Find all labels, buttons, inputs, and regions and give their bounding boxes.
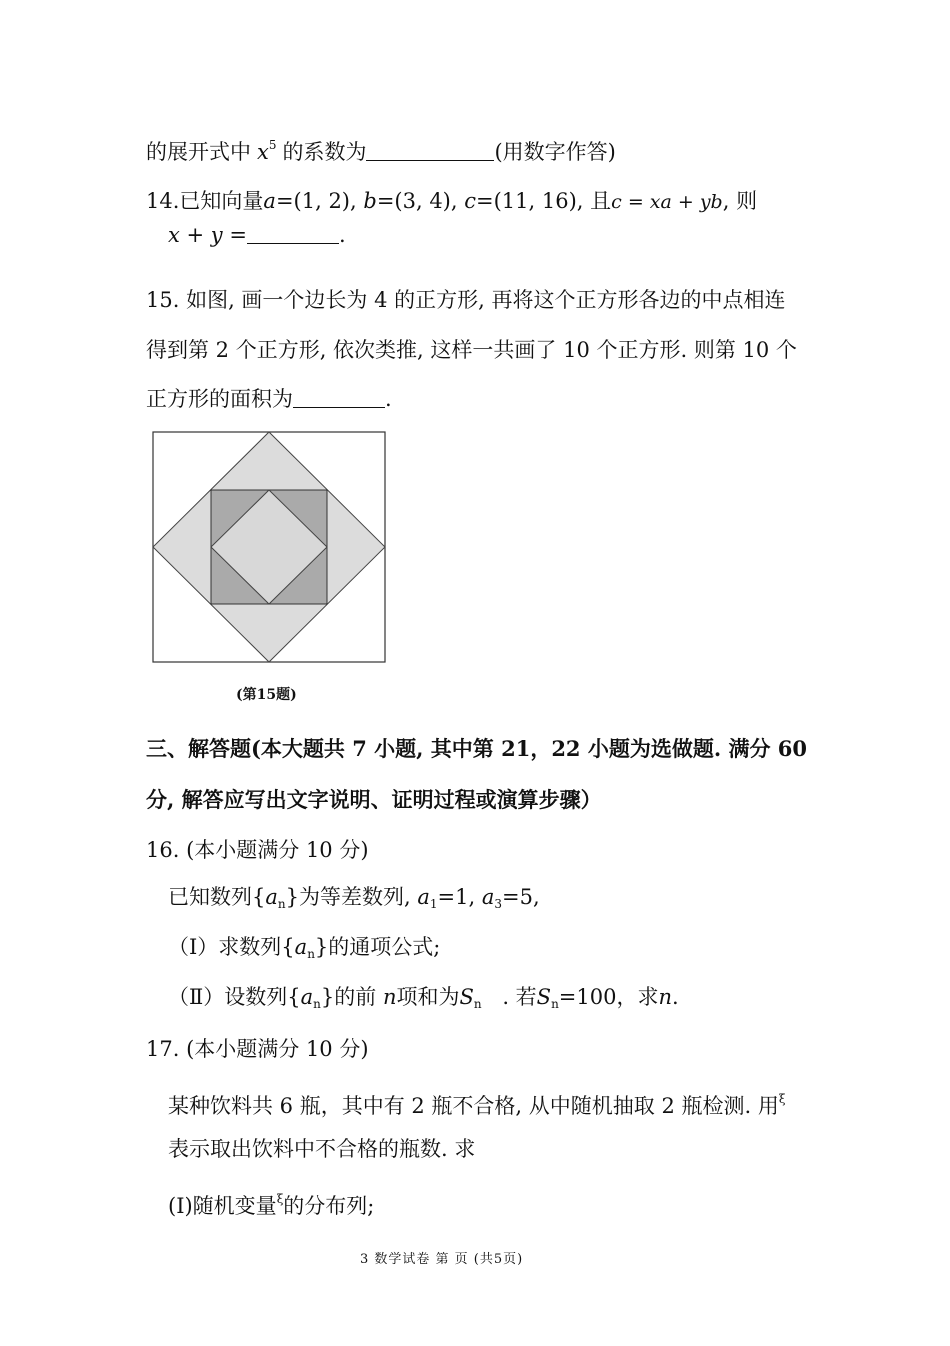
- subscript-n: n: [277, 897, 286, 911]
- q15-line3: [146, 384, 392, 414]
- text: 已知向量: [179, 189, 264, 213]
- var-a: a: [294, 935, 308, 959]
- subscript-n: n: [313, 997, 321, 1011]
- var-n: n: [658, 985, 673, 1009]
- q17-heading: 17. (本小题满分 10 分): [146, 1037, 369, 1061]
- text: .: [385, 387, 392, 411]
- var-xi: ξ: [778, 1092, 786, 1106]
- section-heading-line1: 三、解答题(本大题共 7 小题, 其中第 21，22 小题为选做题. 满分 60: [146, 736, 808, 761]
- subscript-n: n: [551, 997, 559, 1011]
- page-footer: 3 数学试卷 第 页 (共5页): [360, 1252, 524, 1267]
- text: =(11, 16): [476, 189, 577, 213]
- q17-line1: [168, 1084, 785, 1121]
- var-S: S: [459, 985, 474, 1009]
- text: =100，求: [558, 985, 659, 1009]
- text: 某种饮料共 6 瓶，其中有 2 瓶不合格, 从中随机抽取 2 瓶检测. 用: [168, 1094, 779, 1118]
- text: =(1, 2): [275, 189, 350, 213]
- text: 已知数列{: [168, 885, 266, 909]
- q16-part1: [168, 932, 440, 969]
- var-n: n: [382, 985, 397, 1009]
- var-a: a: [481, 885, 495, 909]
- text: .: [672, 985, 679, 1009]
- text: (Ⅰ)随机变量: [168, 1194, 277, 1218]
- answer-blank[interactable]: [247, 221, 339, 244]
- equation: x + y =: [168, 223, 247, 247]
- var-S: S: [536, 985, 552, 1009]
- answer-blank[interactable]: [366, 138, 494, 161]
- text: 的展开式中: [146, 140, 251, 164]
- text: （Ⅰ）求数列{: [168, 935, 295, 959]
- text: }的通项公式;: [314, 935, 441, 959]
- text: =(3, 4): [376, 189, 451, 213]
- q17-part1: [168, 1184, 374, 1221]
- vec-a: a: [263, 189, 276, 213]
- question-number: 14.: [146, 189, 180, 213]
- q15-line2: 得到第 2 个正方形, 依次类推, 这样一共画了 10 个正方形. 则第 10 个: [146, 338, 797, 362]
- section-heading-line2: 分, 解答应写出文字说明、证明过程或演算步骤）: [146, 787, 602, 812]
- text: .: [338, 223, 346, 247]
- subscript-n: n: [307, 947, 315, 961]
- exponent: 5: [268, 138, 277, 152]
- q15-line1: 15. 如图, 画一个边长为 4 的正方形, 再将这个正方形各边的中点相连: [146, 288, 786, 312]
- vec-c: c: [464, 189, 476, 213]
- var-x: x: [257, 140, 269, 164]
- text: (用数字作答): [494, 140, 616, 164]
- q14-line2: [168, 220, 346, 250]
- answer-blank[interactable]: [293, 385, 385, 408]
- text: 且: [590, 189, 612, 213]
- text: （Ⅱ）设数列{: [168, 985, 301, 1009]
- var-a: a: [300, 985, 314, 1009]
- q17-line2: 表示取出饮料中不合格的瓶数. 求: [168, 1137, 476, 1161]
- equation: c = xa + yb: [611, 191, 723, 213]
- q13-continuation: [146, 130, 616, 167]
- q16-line1: 已知数列$\{a_n\}$为等差数列, $a_1=1$, $a_3=5$,: [168, 885, 540, 911]
- text: 的分布列;: [283, 1194, 375, 1218]
- text: }的前: [320, 985, 377, 1009]
- var-a: a: [265, 885, 278, 909]
- text: }为等差数列,: [285, 885, 411, 909]
- nested-squares-figure: [152, 430, 388, 666]
- q16-part2: [168, 982, 679, 1019]
- text: 的系数为: [282, 140, 367, 164]
- text: =1,: [437, 885, 476, 909]
- q14-line1: 14.已知向量a=(1, 2), b=(3, 4), c=(11, 16), 且c = xa + yb, 则: [146, 189, 758, 213]
- text: 项和为: [396, 985, 460, 1009]
- text: 正方形的面积为: [146, 387, 293, 411]
- text: . 若: [502, 985, 537, 1009]
- var-a: a: [417, 885, 430, 909]
- figure-caption: (第15题): [236, 687, 297, 703]
- text: , 则: [722, 189, 758, 213]
- subscript-n: n: [473, 997, 482, 1011]
- text: =5,: [502, 885, 540, 909]
- vec-b: b: [363, 189, 377, 213]
- q16-heading: 16. (本小题满分 10 分): [146, 838, 369, 862]
- var-xi: ξ: [276, 1192, 284, 1206]
